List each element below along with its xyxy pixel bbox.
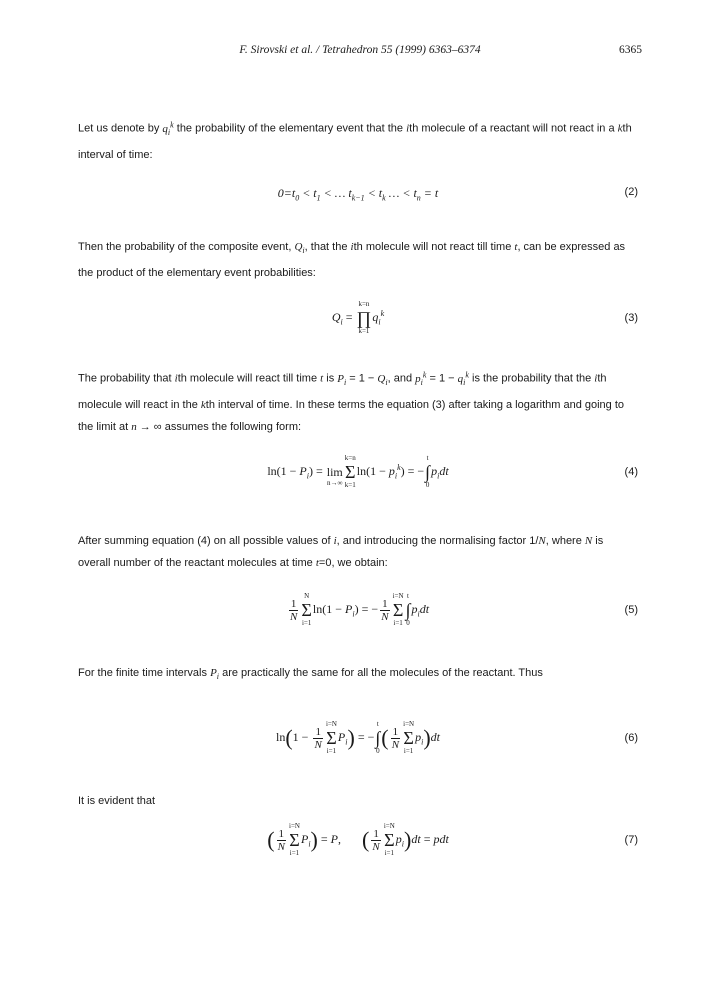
equation-3 [78, 300, 638, 340]
equation-4 [78, 454, 638, 494]
page-number: 6365 [619, 44, 642, 56]
paragraph-1: Let us denote by $q_i^k$ the probability of the elementary event that the ith molecule of a reactant will not react in a kth interval of time: [78, 120, 632, 161]
paragraph-6: It is evident that [78, 795, 156, 807]
equation-6 [78, 720, 638, 760]
equation-5 [78, 592, 638, 632]
equation-5-number: (5) [624, 604, 638, 616]
paragraph-3: The probability that ith molecule will react till time t is $P_i = 1 - Q_i$, and $p_i^k = 1 - q_i^k$ is the probability that the ith molecule will react in the kth interval of time. In these terms the equation (3) after taking a logarithm and going to the limit at n → ∞ assumes the following form: [78, 370, 625, 433]
page-header [0, 44, 720, 62]
equation-6-body: ln(1 − $\frac{1}{N}$ i=N Σ $i=1P_i) = -t$ ∫ 0( $\frac{1}{N}$ i=N Σ $i=1p_i)dt$ [276, 720, 440, 755]
equation-4-number: (4) [624, 466, 638, 478]
equation-7-number: (7) [624, 834, 638, 846]
equation-2-body: $0=t_0 < t_1$ < … $t_{k-1} < t_k$ … < $t_n = t$ [277, 186, 439, 203]
equation-3-number: (3) [624, 312, 638, 324]
equation-3-body: $Q_i = k=n$ ∏ $k=1q_i^k$ [331, 300, 385, 335]
equation-4-body: $\ln(1 - P_i)$ = lim n→∞k=n Σ $k=1\ln(1 - p_i^k) = -t$ ∫ $0p_idt$ [267, 454, 449, 489]
equation-7 [78, 822, 638, 862]
running-title: F. Sirovski et al. / Tetrahedron 55 (1999) 6363–6374 [239, 44, 481, 56]
equation-6-number: (6) [624, 732, 638, 744]
equation-2-number: (2) [624, 186, 638, 198]
equation-7-body: ( $\frac{1}{N}$ i=N Σ $i=1P_i) = P$, ( $\frac{1}{N}$ i=N Σ $i=1p_i)dt$ = pdt [267, 822, 449, 857]
paragraph-5: For the finite time intervals $P_i$ are practically the same for all the molecules of the reactant. Thus [78, 667, 543, 682]
equation-5-body: $\frac{1}{N}$ N Σ $i=1\ln(1 - P_i)$ = − $\frac{1}{N}$ i=N Σ i=1t ∫ $0p_idt$ [289, 592, 430, 627]
paragraph-2: Then the probability of the composite event, $Q_i$, that the ith molecule will not react till time t, can be expressed as the product of the elementary event probabilities: [78, 241, 626, 280]
paragraph-4: After summing equation (4) on all possible values of i, and introducing the normalising factor 1/N, where N is overall number of the reactant molecules at time t=0, we obtain: [78, 535, 604, 569]
equation-2 [78, 186, 638, 226]
